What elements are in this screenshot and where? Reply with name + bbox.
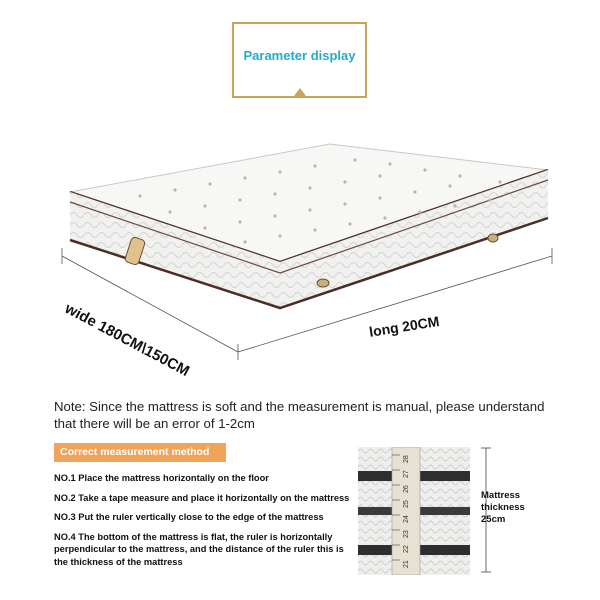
thickness-label <box>481 490 525 526</box>
step-1: NO.1 Place the mattress horizontally on the floor <box>54 473 269 483</box>
measurement-note: Note: Since the mattress is soft and the measurement is manual, please understand that there will be an error of 1-2cm <box>54 399 545 431</box>
thickness-label-line2: thickness <box>481 502 525 513</box>
ruler-number: 24 <box>403 515 410 523</box>
step-2: NO.2 Take a tape measure and place it horizontally on the mattress <box>54 492 350 503</box>
steps-list <box>54 472 354 575</box>
thickness-photo <box>358 447 470 575</box>
title-notch-arrow <box>294 88 306 96</box>
thickness-value: 25cm <box>481 514 506 525</box>
method-badge: Correct measurement method <box>54 443 226 462</box>
ruler-number: 26 <box>403 485 410 493</box>
width-dimension-label: wide 180CM\150CM <box>62 300 193 380</box>
ruler-number: 22 <box>403 545 410 553</box>
page-title: Parameter display <box>243 48 356 63</box>
mattress-image <box>0 130 600 370</box>
step-4: NO.4 The bottom of the mattress is flat, the ruler is horizontally perpendicular to the mattress, and the distance of the ruler this is the thickness of the mattress <box>54 531 344 567</box>
thickness-label-line1: Mattress <box>481 490 521 501</box>
ruler-number: 25 <box>403 500 410 508</box>
ruler-number: 27 <box>403 470 410 478</box>
ruler-number: 23 <box>403 530 410 538</box>
ruler-number: 28 <box>403 455 410 463</box>
length-dimension-label: long 20CM <box>368 312 441 340</box>
ruler-number: 21 <box>403 560 410 568</box>
step-3: NO.3 Put the ruler vertically close to the edge of the mattress <box>54 512 324 522</box>
